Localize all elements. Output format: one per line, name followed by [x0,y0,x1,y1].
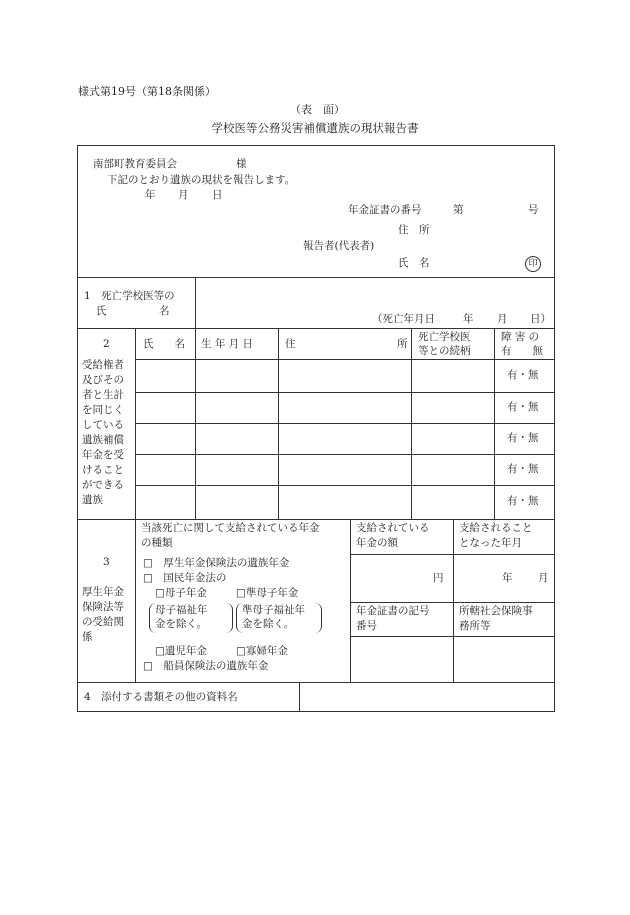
section2-desc-7: けること [82,464,124,476]
section2-desc-1: 及びその [82,374,124,386]
section3-number: 3 [103,556,110,568]
disability-toggle-row-5[interactable]: 有・無 [507,495,539,507]
exclusion-2-line2: 金を除く。 [242,618,295,630]
divider-row1 [135,392,555,393]
divider-row3 [135,454,555,455]
section2-desc-3: を同じく [82,404,124,416]
header-relation-line2: 等との続柄 [418,345,471,357]
vline-left-label [135,328,136,682]
exclusion-1-line2: 金を除く。 [155,618,208,630]
divider-address [77,277,555,278]
death-month: 月 [497,313,508,325]
vline-relation [494,328,495,519]
pension-amount-header-line2: 年金の額 [356,537,398,549]
divider-section1 [77,328,555,329]
checkbox-widow-pension[interactable]: □寡婦年金 [236,645,288,657]
checkbox-quasi-mother-child-pension[interactable]: □準母子年金 [236,587,299,599]
recipient-honorific: 様 [236,158,247,170]
name-label: 氏 名 [398,257,430,269]
header-name: 氏 名 [143,338,185,350]
vline-section1 [195,277,196,328]
certificate-go: 号 [528,204,539,216]
date-month-label: 月 [178,189,189,201]
header-disability-line2: 有 無 [501,345,543,357]
certificate-dai: 第 [453,204,464,216]
pension-type-header-line2: の種類 [141,537,173,549]
vline-name [195,328,196,519]
section2-desc-6: 年金を受 [82,449,124,461]
section2-desc-8: ができる [82,479,124,491]
section2-desc-0: 受給権者 [82,359,124,371]
date-year-label: 年 [145,189,156,201]
pension-amount-header-line1: 支給されている [356,522,430,534]
exclusion-2-line1: 準母子福祉年 [242,604,305,616]
death-day: 日） [530,313,551,325]
social-insurance-office-line2: 務所等 [459,620,491,632]
checkbox-orphan-pension[interactable]: □遺児年金 [155,645,207,657]
section3-desc-0: 厚生年金 [82,586,124,598]
disability-toggle-row-2[interactable]: 有・無 [507,401,539,413]
section1-label-line2: 氏 名 [96,305,170,317]
pension-type-header-line1: 当該死亡に関して支給されている年金 [141,522,320,534]
section1-label-line1: 1 死亡学校医等の [84,290,175,302]
section3-desc-3: 係 [82,631,93,643]
section2-desc-2: 者と生計 [82,389,124,401]
disability-toggle-row-3[interactable]: 有・無 [507,432,539,444]
document-title: 学校医等公務災害補償遺族の現状報告書 [211,121,419,135]
section2-number: 2 [103,338,110,350]
header-relation-line1: 死亡学校医 [418,331,471,343]
form-number: 様式第19号（第18条関係） [78,85,216,98]
start-month: 月 [538,572,549,584]
checkbox-employee-pension[interactable]: □ 厚生年金保険法の遺族年金 [143,557,290,569]
vline-section3-a [350,519,351,682]
start-year: 年 [502,572,513,584]
checkbox-mother-child-pension[interactable]: □母子年金 [155,587,207,599]
header-address-left: 住 [285,338,296,350]
section3-desc-1: 保険法等 [82,601,124,613]
section3-desc-2: の受給関 [82,616,124,628]
section2-desc-5: 遺族補償 [82,434,124,446]
checkbox-seamen-insurance[interactable]: □ 船員保険法の遺族年金 [143,660,269,672]
pension-start-header-line1: 支給されること [459,522,533,534]
death-year: 年 [463,313,474,325]
section2-desc-4: している [82,419,124,431]
section4-label: 4 添付する書類その他の資料名 [84,691,238,703]
divider-section2 [77,519,555,520]
pension-cert-label-line1: 年金証書の記号 [356,605,430,617]
header-address-right: 所 [397,338,408,350]
divider-row2 [135,423,555,424]
divider-section2-header [135,359,555,360]
date-day-label: 日 [212,189,223,201]
pension-start-header-line2: となった年月 [459,537,522,549]
divider-section3 [77,682,555,683]
checkbox-national-pension[interactable]: □ 国民年金法の [143,572,227,584]
vline-address [411,328,412,519]
reporter-label: 報告者(代表者) [303,240,375,252]
section2-desc-9: 遺族 [82,494,103,506]
vline-section3-b [453,519,454,682]
header-disability-line1: 障 害 の [501,331,540,343]
report-statement: 下記のとおり遺族の現状を報告します。 [107,174,296,186]
header-birth-date: 生 年 月 日 [201,338,254,350]
social-insurance-office-line1: 所轄社会保険事 [459,605,533,617]
disability-toggle-row-1[interactable]: 有・無 [507,369,539,381]
divider-row4 [135,485,555,486]
vline-section4 [299,682,300,712]
vline-birth [278,328,279,519]
exclusion-1-line1: 母子福祉年 [155,604,208,616]
death-date-prefix: （死亡年月日 [372,313,435,325]
address-label: 住 所 [398,224,430,236]
side-label: （表 面） [290,103,345,116]
amount-unit: 円 [433,572,444,584]
pension-cert-label-line2: 番号 [356,620,377,632]
seal-icon: 印 [525,256,541,272]
disability-toggle-row-4[interactable]: 有・無 [507,463,539,475]
recipient: 南部町教育委員会 [93,158,177,170]
certificate-number-label: 年金証書の番号 [348,204,422,216]
